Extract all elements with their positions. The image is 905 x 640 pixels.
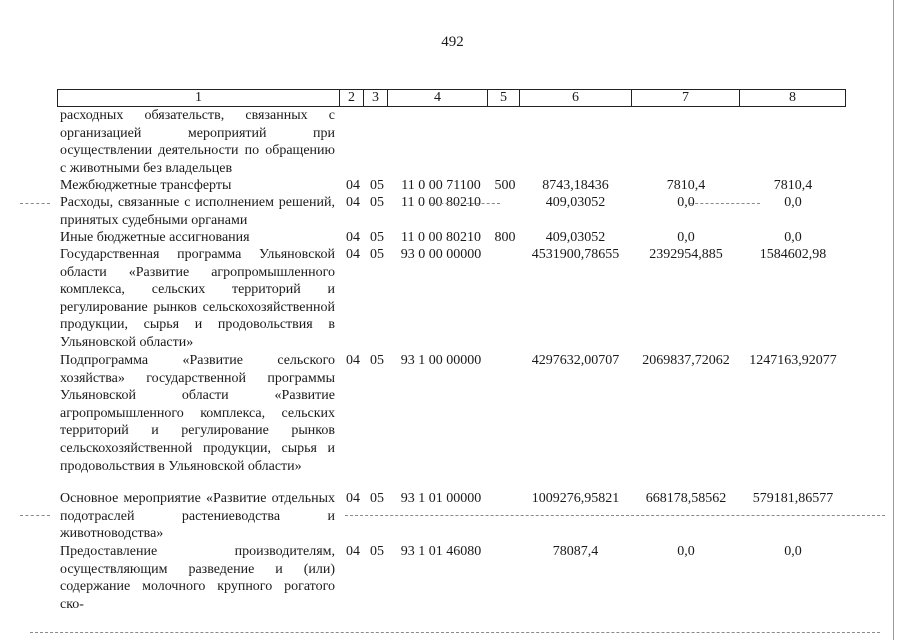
amount-col-8: 1247163,92077	[749, 353, 837, 368]
section-code: 04	[346, 544, 360, 559]
row-description: Основное мероприятие «Развитие отдельных подотраслей растениеводства и животноводства»	[60, 491, 335, 542]
row-description: Иные бюджетные ассигнования	[60, 230, 250, 245]
expense-type-code: 800	[494, 230, 516, 245]
section-code: 04	[346, 247, 360, 262]
amount-col-8: 579181,86577	[752, 491, 834, 506]
section-code: 04	[346, 178, 360, 193]
target-article-code: 93 1 00 00000	[400, 353, 482, 368]
page-number: 492	[441, 34, 464, 50]
target-article-code: 11 0 00 71100	[401, 178, 481, 193]
subsection-code: 05	[370, 353, 384, 368]
target-article-code: 11 0 00 80210	[401, 230, 481, 245]
scan-artifact-line	[690, 203, 760, 204]
header-col-5: 5	[488, 89, 520, 107]
scan-artifact-line	[20, 515, 50, 516]
amount-col-6: 78087,4	[552, 544, 599, 559]
subsection-code: 05	[370, 247, 384, 262]
amount-col-7: 2069837,72062	[642, 353, 730, 368]
amount-col-6: 8743,18436	[542, 178, 609, 193]
amount-col-8: 0,0	[784, 230, 802, 245]
page-edge	[893, 0, 894, 640]
target-article-code: 93 1 01 00000	[400, 491, 482, 506]
section-code: 04	[346, 491, 360, 506]
header-col-3: 3	[364, 89, 388, 107]
target-article-code: 11 0 00 80210	[401, 195, 481, 210]
amount-col-7: 0,0	[677, 544, 695, 559]
amount-col-6: 4297632,00707	[531, 353, 620, 368]
amount-col-7: 668178,58562	[645, 491, 727, 506]
section-code: 04	[346, 353, 360, 368]
amount-col-6: 4531900,78655	[531, 247, 620, 262]
scan-artifact-line	[430, 203, 500, 204]
row-description: Межбюджетные трансферты	[60, 178, 232, 193]
amount-col-8: 1584602,98	[759, 247, 827, 262]
header-col-7: 7	[632, 89, 740, 107]
row-description: расходных обязательств, связанных с организацией мероприятий при осуществлении деятельности по обращению с животными без владельцев	[60, 108, 335, 176]
row-description: Государственная программа Ульяновской области «Развитие агропромышленного комплекса, сельских территорий и регулирование рынков сельскохозяйственной продукции, сырья и продовольствия в Ульяновской области»	[60, 247, 335, 350]
amount-col-7: 2392954,885	[649, 247, 723, 262]
amount-col-8: 0,0	[784, 544, 802, 559]
amount-col-7: 7810,4	[666, 178, 706, 193]
section-code: 04	[346, 195, 360, 210]
amount-col-8: 0,0	[784, 195, 802, 210]
amount-col-7: 0,0	[677, 195, 695, 210]
scan-artifact-line	[30, 632, 880, 633]
subsection-code: 05	[370, 491, 384, 506]
amount-col-8: 7810,4	[773, 178, 813, 193]
amount-col-6: 409,03052	[545, 230, 606, 245]
header-col-1: 1	[57, 89, 340, 107]
amount-col-7: 0,0	[677, 230, 695, 245]
scan-artifact-line	[20, 203, 50, 204]
subsection-code: 05	[370, 178, 384, 193]
row-description: Предоставление производителям, осуществляющим разведение и (или) содержание молочного крупного рогатого ско-	[60, 544, 335, 612]
expense-type-code: 500	[494, 178, 516, 193]
header-col-4: 4	[388, 89, 488, 107]
amount-col-6: 409,03052	[545, 195, 606, 210]
subsection-code: 05	[370, 195, 384, 210]
header-col-2: 2	[340, 89, 364, 107]
header-col-6: 6	[520, 89, 632, 107]
row-description: Расходы, связанные с исполнением решений, принятых судебными органами	[60, 195, 335, 228]
target-article-code: 93 0 00 00000	[400, 247, 482, 262]
header-col-8: 8	[740, 89, 846, 107]
subsection-code: 05	[370, 544, 384, 559]
subsection-code: 05	[370, 230, 384, 245]
scan-artifact-line	[345, 515, 885, 516]
row-description: Подпрограмма «Развитие сельского хозяйства» государственной программы Ульяновской области «Развитие агропромышленного комплекса, сельских территорий и регулирование рынков сельскохозяйственной продукции, сырья и продовольствия в Ульяновской области»	[60, 353, 335, 474]
target-article-code: 93 1 01 46080	[400, 544, 482, 559]
section-code: 04	[346, 230, 360, 245]
amount-col-6: 1009276,95821	[531, 491, 620, 506]
